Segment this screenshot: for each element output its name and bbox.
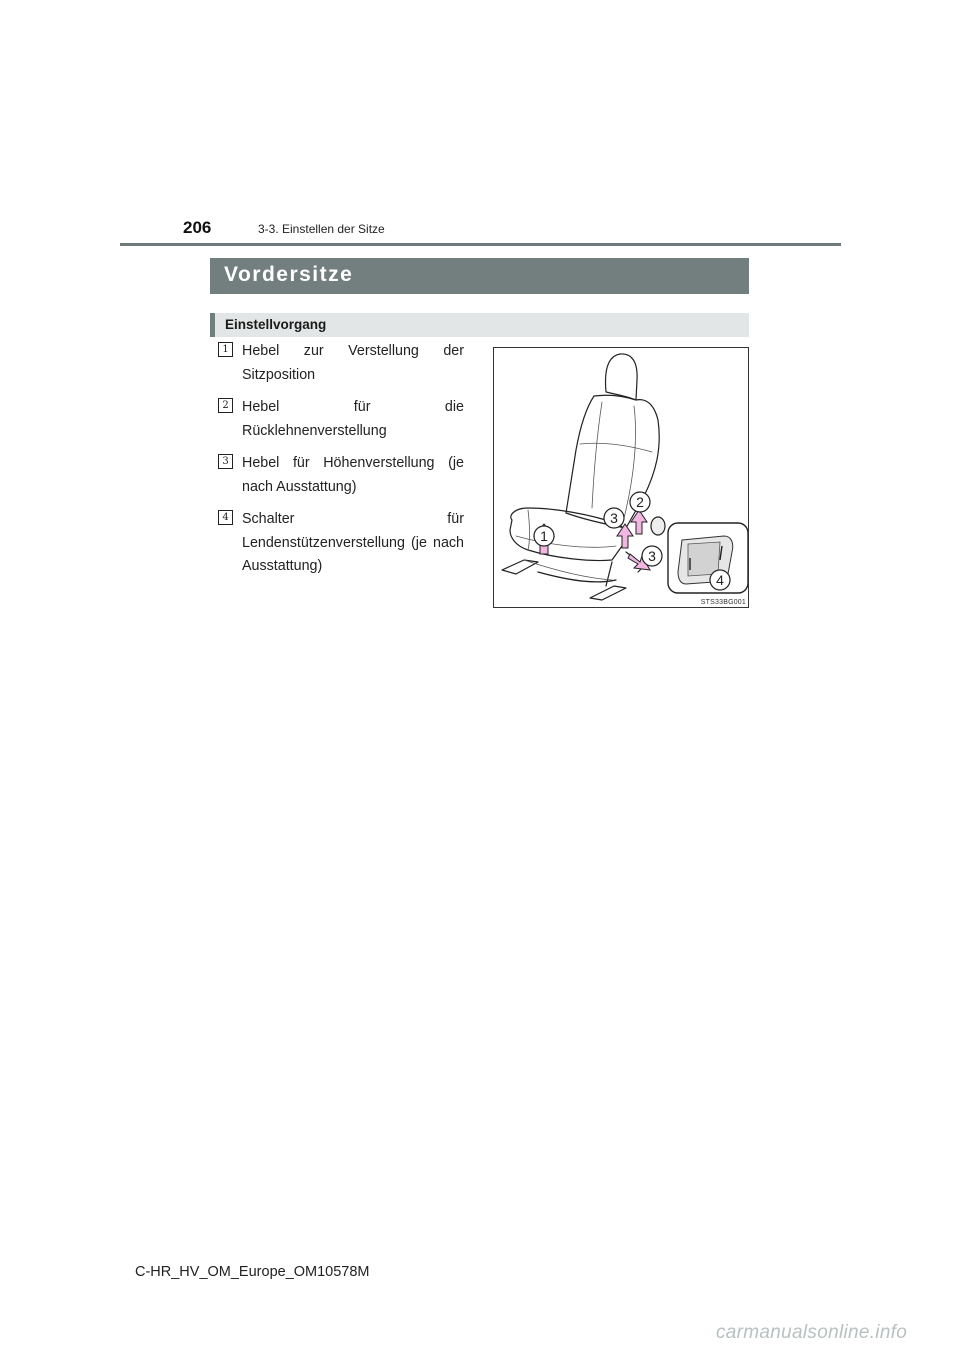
item-text: Hebel für die Rücklehnenverstellung — [242, 399, 464, 439]
headrest-outline — [606, 354, 638, 400]
lumbar-switch-inset — [668, 523, 748, 593]
subsection-accent — [210, 313, 215, 337]
recliner-knob — [651, 517, 665, 535]
subsection-title: Einstellvorgang — [225, 317, 327, 332]
item-text: Hebel für Höhenverstellung (je nach Ausstattung) — [242, 455, 464, 495]
seat-illustration — [493, 347, 749, 608]
watermark: carmanualsonline.info — [716, 1322, 908, 1343]
seat-drawing — [494, 348, 748, 607]
document-footer: C-HR_HV_OM_Europe_OM10578M — [135, 1264, 370, 1280]
page-number: 206 — [183, 218, 212, 237]
item-number-badge: 2 — [218, 398, 233, 413]
callout-2-label: 2 — [636, 494, 644, 510]
section-title-bar — [210, 258, 749, 294]
item-number-badge: 3 — [218, 454, 233, 469]
arrow-height-up — [617, 524, 633, 548]
item-number-badge: 1 — [218, 342, 233, 357]
callout-1-label: 1 — [540, 528, 548, 544]
section-title: Vordersitze — [224, 263, 354, 286]
figure-code: STS33BG001 — [700, 599, 746, 606]
list-item — [218, 396, 464, 443]
section-reference: 3-3. Einstellen der Sitze — [258, 222, 385, 236]
subsection-bar — [210, 313, 749, 337]
callout-3a-label: 3 — [610, 510, 618, 526]
list-item — [218, 340, 464, 387]
callout-4-label: 4 — [716, 572, 724, 588]
arrow-recline — [631, 510, 647, 534]
list-item — [218, 508, 464, 579]
item-text: Schalter für Lendenstützenverstellung (je nach Ausstattung) — [242, 511, 464, 574]
header-divider — [120, 243, 841, 246]
seat-rail — [502, 560, 538, 574]
callout-3b-label: 3 — [648, 548, 656, 564]
list-item — [218, 452, 464, 499]
item-number-badge: 4 — [218, 510, 233, 525]
item-text: Hebel zur Verstellung der Sitzposition — [242, 343, 464, 383]
adjustment-list — [218, 340, 464, 588]
